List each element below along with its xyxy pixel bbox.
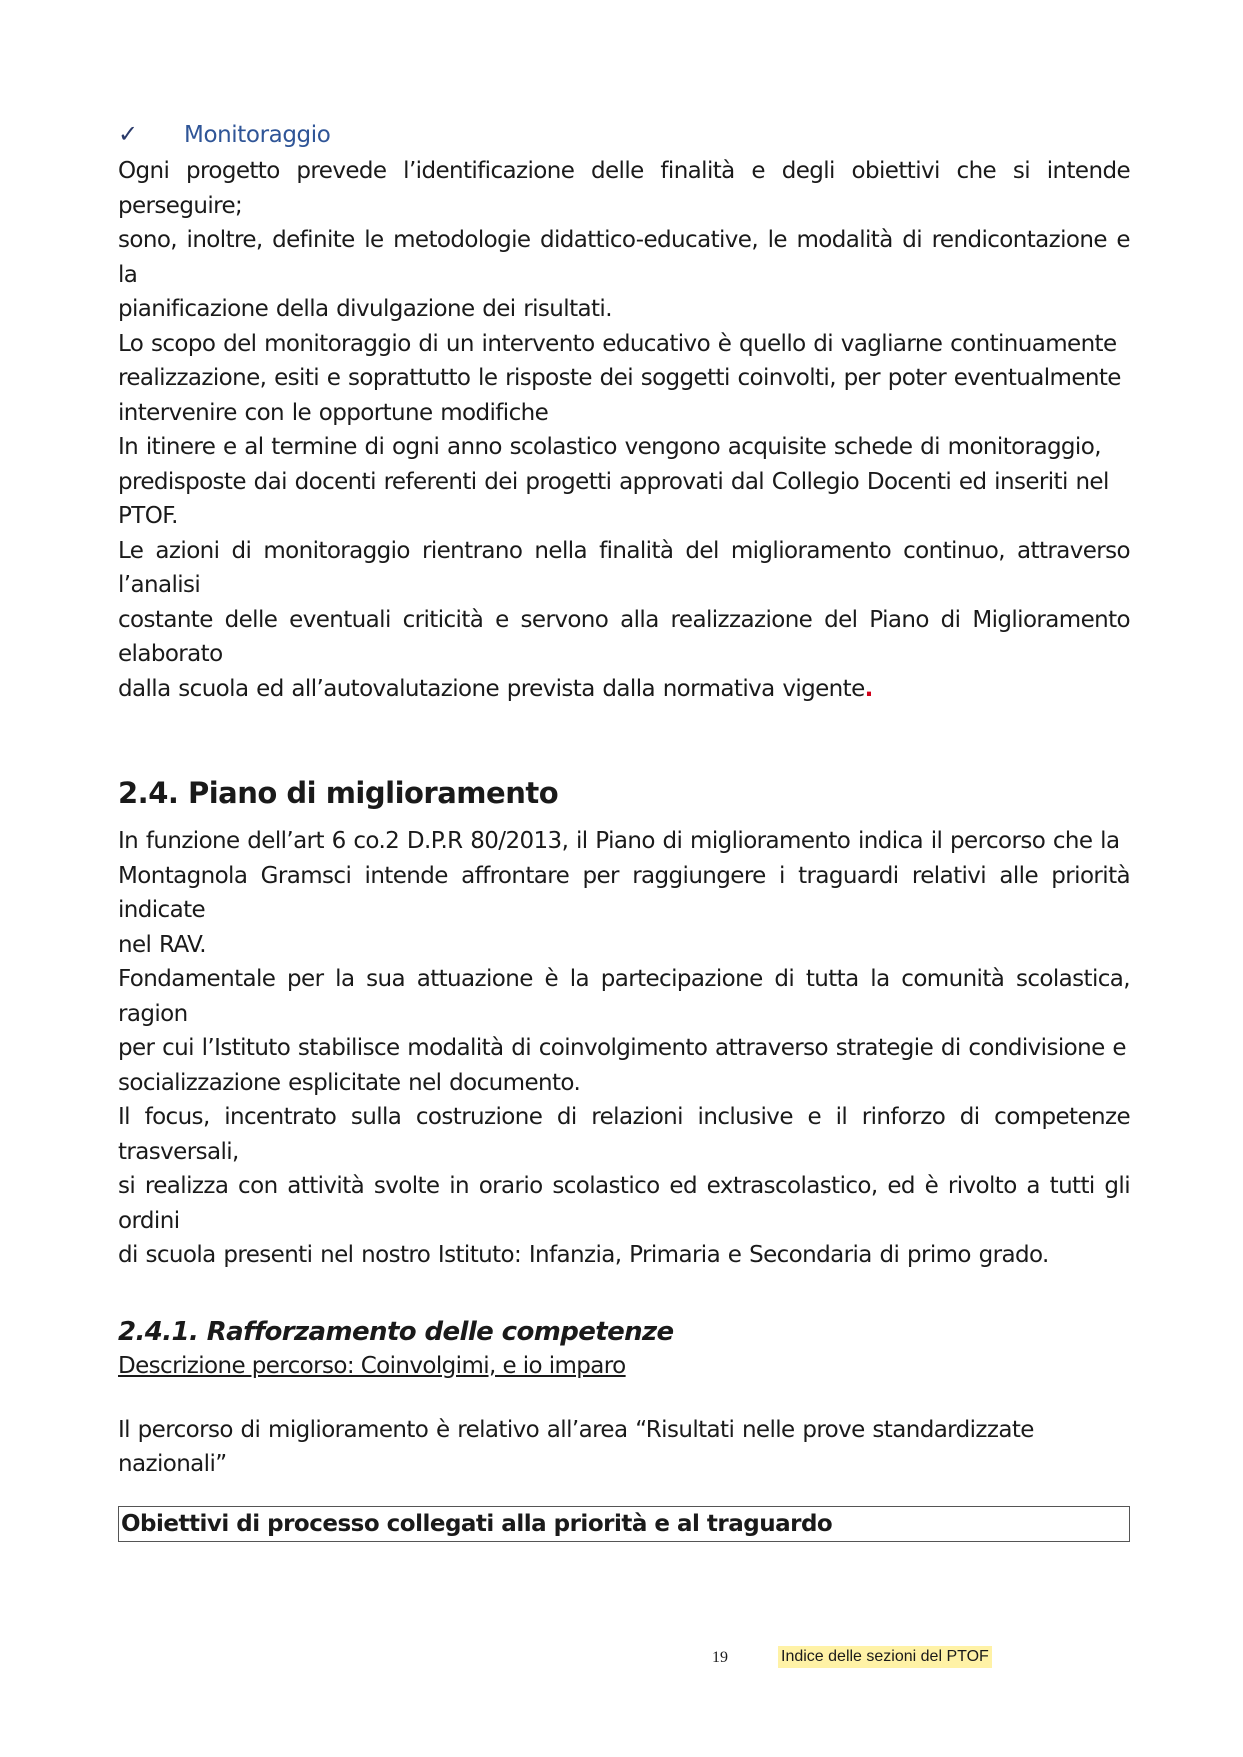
paragraph-line: In itinere e al termine di ogni anno scolastico vengono acquisite schede di monitoraggio,	[118, 434, 1101, 460]
paragraph-line: sono, inoltre, definite le metodologie didattico-educative, le modalità di rendicontazione e la	[118, 227, 1130, 288]
paragraph-line: di scuola presenti nel nostro Istituto: Infanzia, Primaria e Secondaria di primo grado.	[118, 1242, 1049, 1268]
paragraph-line: si realizza con attività svolte in orario scolastico ed extrascolastico, ed è rivolto a tutti gli ordini	[118, 1173, 1130, 1234]
paragraph-line: Montagnola Gramsci intende affrontare per raggiungere i traguardi relativi alle priorità indicate	[118, 862, 1130, 923]
page-footer	[0, 1645, 1243, 1675]
section-title-2-4-1: 2.4.1. Rafforzamento delle competenze	[118, 1316, 674, 1347]
paragraph-line: Fondamentale per la sua attuazione è la partecipazione di tutta la comunità scolastica, ragion	[118, 966, 1130, 1027]
paragraph-line: pianificazione della divulgazione dei risultati.	[118, 296, 612, 322]
monitoraggio-title: Monitoraggio	[184, 122, 331, 148]
paragraph-line-final	[118, 672, 1130, 707]
monitoraggio-heading	[118, 120, 1130, 154]
paragraph-line: nel RAV.	[118, 931, 207, 958]
percorso-description: Descrizione percorso: Coinvolgimi, e io imparo	[118, 1352, 626, 1379]
paragraph-line: Il focus, incentrato sulla costruzione di relazioni inclusive e il rinforzo di competenze trasversali,	[118, 1104, 1130, 1165]
area-paragraph: Il percorso di miglioramento è relativo all’area “Risultati nelle prove standardizzate nazionali”	[118, 1416, 1034, 1477]
spacer	[118, 1379, 1130, 1413]
paragraph-line: realizzazione, esiti e soprattutto le risposte dei soggetti coinvolti, per poter eventualmente	[118, 365, 1121, 391]
checkmark-icon: ✓	[118, 120, 139, 148]
paragraph-line: costante delle eventuali criticità e servono alla realizzazione del Piano di Miglioramento elaborato	[118, 606, 1130, 667]
paragraph-line: Lo scopo del monitoraggio di un intervento educativo è quello di vagliarne continuamente	[118, 330, 1117, 357]
red-period: .	[864, 675, 873, 702]
paragraph-line: In funzione dell’art 6 co.2 D.P.R 80/2013, il Piano di miglioramento indica il percorso che la	[118, 828, 1120, 854]
paragraph-line: socializzazione esplicitate nel documento.	[118, 1069, 581, 1096]
paragraph-line: Ogni progetto prevede l’identificazione delle finalità e degli obiettivi che si intende perseguire;	[118, 158, 1130, 219]
paragraph-line: intervenire con le opportune modifiche	[118, 399, 549, 426]
paragraph-line: per cui l’Istituto stabilisce modalità di coinvolgimento attraverso strategie di condivisione e	[118, 1035, 1126, 1061]
document-page	[118, 120, 1130, 1542]
page-number: 19	[712, 1649, 728, 1666]
paragraph-line: predisposte dai docenti referenti dei progetti approvati dal Collegio Docenti ed inseriti nel PTOF.	[118, 468, 1109, 529]
objectives-table-header: Obiettivi di processo collegati alla priorità e al traguardo	[118, 1506, 1130, 1542]
paragraph-line: Le azioni di monitoraggio rientrano nella finalità del miglioramento continuo, attraverso l’analisi	[118, 537, 1130, 598]
paragraph-text: dalla scuola ed all’autovalutazione prevista dalla normativa vigente	[118, 675, 865, 702]
section-title-2-4: 2.4. Piano di miglioramento	[118, 776, 559, 810]
ptof-index-link[interactable]: Indice delle sezioni del PTOF	[778, 1646, 992, 1668]
